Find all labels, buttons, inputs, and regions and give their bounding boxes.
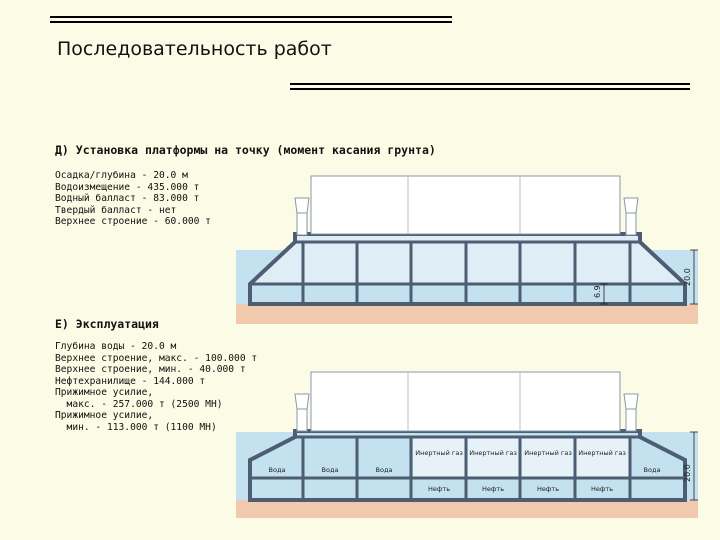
compartment-label: Инертный газ <box>578 449 626 457</box>
diagram-e <box>236 372 698 518</box>
compartment-label: Вода <box>643 466 661 474</box>
section-e-line: макс. - 257.000 т (2500 МН) <box>55 398 223 410</box>
dim-label-outer-e: 20.0 <box>683 464 692 482</box>
compartment-label: Вода <box>375 466 393 474</box>
compartment-label: Нефть <box>427 485 451 493</box>
section-e-line: Верхнее строение, мин. - 40.000 т <box>55 364 246 375</box>
section-d-title: Д) Установка платформы на точку (момент касания грунта) <box>55 143 436 157</box>
compartment-label: Инертный газ <box>469 449 517 457</box>
section-e-line: мин. - 113.000 т (1100 МН) <box>55 421 217 433</box>
compartment-label: Нефть <box>536 485 560 493</box>
compartment-label: Вода <box>268 466 286 474</box>
section-e-line: Нефтехранилище - 144.000 т <box>55 375 206 387</box>
seabed-d <box>236 304 698 324</box>
section-e-line: Верхнее строение, макс. - 100.000 т <box>55 352 258 364</box>
topside-d <box>311 176 620 234</box>
leg-left-cap-d <box>295 198 309 213</box>
section-e-line: Прижимное усилие, <box>55 410 154 421</box>
section-e-title: Е) Эксплуатация <box>55 317 159 331</box>
compartment-label: Инертный газ <box>524 449 572 457</box>
section-d-line: Осадка/глубина - 20.0 м <box>55 170 188 181</box>
dim-label-inner-d: 6.9 <box>593 285 602 298</box>
leg-right-d <box>626 213 636 235</box>
compartment-label: Нефть <box>481 485 505 493</box>
leg-left-d <box>297 213 307 235</box>
leg-left-e <box>297 409 307 431</box>
slide-title: Последовательность работ <box>57 38 332 60</box>
compartment-label: Нефть <box>590 485 614 493</box>
compartment-label: Инертный газ <box>415 449 463 457</box>
topside-e <box>311 372 620 431</box>
leg-right-e <box>626 409 636 431</box>
diagram-d <box>236 176 698 324</box>
leg-right-cap-d <box>624 198 638 213</box>
section-e-line: Глубина воды - 20.0 м <box>55 341 177 352</box>
section-e-line: Прижимное усилие, <box>55 387 154 398</box>
compartment-label: Вода <box>321 466 339 474</box>
section-d-line: Водоизмещение - 435.000 т <box>55 181 200 193</box>
seabed-e <box>236 500 698 518</box>
dim-label-outer-d: 20.0 <box>683 268 692 286</box>
section-d-line: Верхнее строение - 60.000 т <box>55 216 211 227</box>
section-d-line: Твердый балласт - нет <box>55 204 177 216</box>
section-d-line: Водный балласт - 83.000 т <box>55 193 200 204</box>
